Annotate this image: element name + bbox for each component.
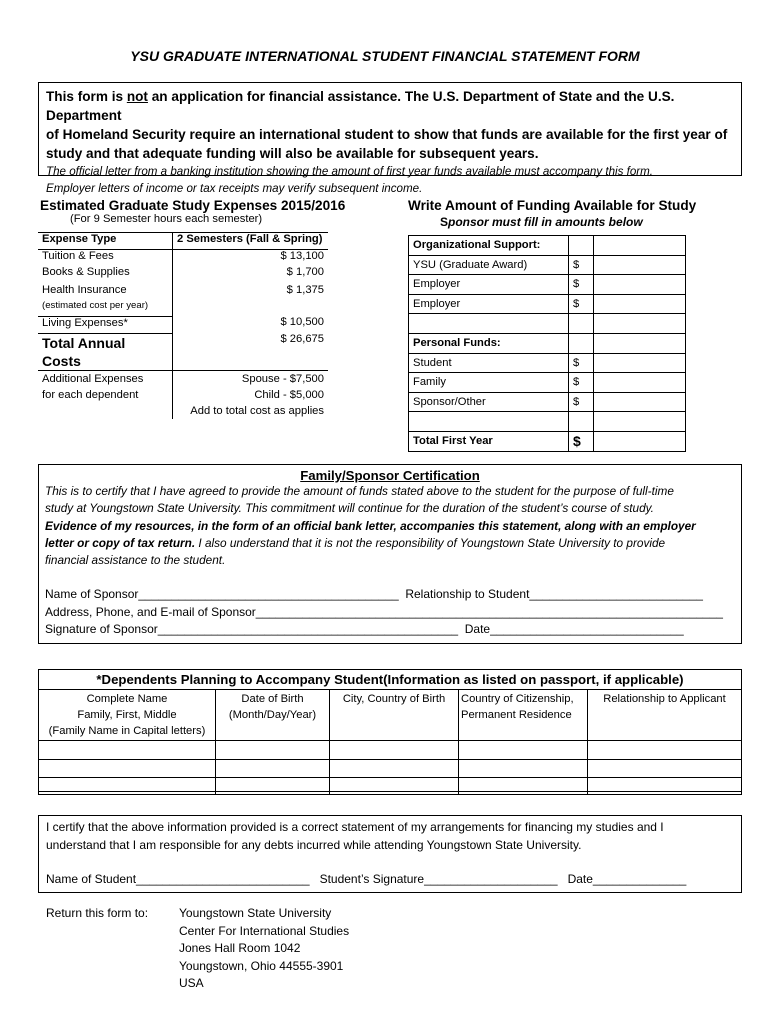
total-label-line-2: Costs — [42, 352, 81, 369]
total-label-line-1: Total Annual — [42, 334, 126, 351]
sponsor-cert-line: study at Youngstown State University. This commitment will continue for the duration of the student’s course of study. — [45, 501, 654, 516]
return-line: Youngstown, Ohio 44555-3901 — [179, 958, 344, 973]
sponsor-cert-line: Evidence of my resources, in the form of an official bank letter, accompanies this statement, along with an employer — [45, 518, 696, 533]
student-cert-line-2: understand that I am responsible for any debts incurred while attending Youngstown State University. — [46, 837, 582, 852]
dep-col-birthplace: City, Country of Birth — [330, 690, 459, 741]
funding-sub-rest: ponsor must fill in amounts below — [448, 215, 643, 229]
additional-line-2: for each dependent — [42, 388, 139, 401]
dep-cell[interactable] — [330, 760, 459, 778]
intro-line-3: study and that adequate funding will also be available for subsequent years. — [46, 146, 539, 161]
funding-table — [408, 235, 686, 452]
dep-cell[interactable] — [459, 760, 588, 778]
student-certification-box — [38, 815, 742, 893]
student-cert-line-1: I certify that the above information provided is a correct statement of my arrangements for financing my studies and I — [46, 820, 664, 834]
expenses-heading: Estimated Graduate Study Expenses 2015/2016 — [40, 198, 346, 213]
intro-line-2: of Homeland Security require an international student to show that funds are available for the first year of — [46, 127, 728, 142]
expense-amount: $ 10,500 — [173, 316, 329, 333]
family-amount[interactable] — [594, 373, 686, 393]
dep-col-dob-1: Date of Birth — [241, 693, 304, 705]
dep-col-relationship: Relationship to Applicant — [588, 690, 742, 741]
dep-cell[interactable] — [330, 741, 459, 760]
total-annual-amount: $ 26,675 — [173, 333, 329, 370]
sponsor-cert-line: This is to certify that I have agreed to provide the amount of funds stated above to the student for the purpose of full-time — [45, 484, 674, 498]
sponsor-cert-line: financial assistance to the student. — [45, 553, 226, 568]
spouse-expense: Spouse - $7,500 — [241, 372, 324, 385]
total-annual-label — [38, 333, 173, 370]
sponsor-cert-rest: I also understand that it is not the responsibility of Youngstown State University to provide — [195, 535, 666, 550]
org-row-label: Employer — [409, 294, 569, 314]
intro-line-1-pre: This form is — [46, 89, 127, 104]
sponsor-cert-line — [45, 535, 735, 552]
return-line: Youngstown State University — [179, 906, 332, 920]
dep-col-name — [39, 690, 216, 741]
personal-funds-header: Personal Funds: — [409, 333, 569, 353]
sponsor-name-field[interactable]: Name of Sponsor_______________________________________ Relationship to Student__________________________ — [45, 587, 703, 602]
expense-label: (estimated cost per year) — [42, 300, 149, 311]
return-label: Return this form to: — [46, 906, 149, 920]
dep-col-citizenship — [459, 690, 588, 741]
form-title: YSU GRADUATE INTERNATIONAL STUDENT FINANCIAL STATEMENT FORM — [130, 48, 640, 64]
personal-row-label: Sponsor/Other — [409, 392, 569, 412]
dep-cell[interactable] — [459, 741, 588, 760]
sponsor-address-field[interactable]: Address, Phone, and E-mail of Sponsor______________________________________________________________________ — [45, 604, 723, 619]
expenses-table — [38, 232, 328, 419]
student-sign-field[interactable]: Name of Student__________________________ Student’s Signature____________________ Date______________ — [46, 872, 687, 886]
dep-col-cit-1: Country of Citizenship, — [461, 693, 574, 705]
expense-amount: $ 1,375 — [173, 282, 329, 300]
dep-cell[interactable] — [588, 741, 742, 760]
expense-amount: $ 1,700 — [173, 266, 329, 282]
funding-subheading — [440, 215, 643, 229]
dep-cell[interactable] — [588, 778, 742, 795]
child-expense: Child - $5,000 — [254, 388, 324, 401]
dep-col-name-3: (Family Name in Capital letters) — [48, 725, 206, 737]
expense-label: Books & Supplies — [42, 266, 130, 278]
col-expense-type: Expense Type — [38, 233, 173, 250]
ysu-award-amount[interactable] — [594, 255, 686, 275]
return-address — [179, 905, 349, 993]
dep-cell[interactable] — [39, 741, 216, 760]
dep-col-name-1: Complete Name — [86, 693, 168, 705]
intro-note-2: Employer letters of income or tax receipts may verify subsequent income. — [46, 182, 423, 195]
dep-cell[interactable] — [39, 760, 216, 778]
org-row-currency: $ — [569, 255, 594, 275]
dep-col-dob — [216, 690, 330, 741]
student-amount[interactable] — [594, 353, 686, 373]
dep-cell[interactable] — [216, 741, 330, 760]
employer-1-amount[interactable] — [594, 275, 686, 295]
col-two-semesters: 2 Semesters (Fall & Spring) — [173, 233, 329, 250]
personal-row-currency: $ — [569, 392, 594, 412]
sponsor-signature-field[interactable]: Signature of Sponsor_____________________________________________ Date_____________________________ — [45, 622, 684, 637]
funding-heading: Write Amount of Funding Available for Study — [408, 198, 697, 213]
sponsor-cert-heading: Family/Sponsor Certification — [300, 468, 480, 483]
intro-line-1-post: an application for financial assistance. The U.S. Department of State and the U.S. Department — [46, 89, 675, 123]
expense-label: Tuition & Fees — [42, 250, 114, 262]
dep-col-dob-2: (Month/Day/Year) — [228, 709, 317, 721]
personal-row-currency: $ — [569, 373, 594, 393]
total-first-year-label: Total First Year — [409, 431, 569, 451]
intro-box — [38, 82, 742, 195]
total-currency: $ — [569, 431, 594, 451]
expense-label: Living Expenses* — [38, 316, 173, 333]
dep-col-name-2: Family, First, Middle — [77, 709, 177, 721]
personal-row-label: Family — [409, 373, 569, 393]
intro-not-word: not — [126, 89, 148, 104]
employer-2-amount[interactable] — [594, 294, 686, 314]
expenses-subheading: (For 9 Semester hours each semester) — [70, 213, 263, 225]
additional-expenses-values — [173, 370, 329, 419]
dependents-heading: *Dependents Planning to Accompany Student(Information as listed on passport, if applicable) — [96, 672, 684, 687]
sponsor-certification-box — [38, 464, 742, 644]
add-note: Add to total cost as applies — [190, 404, 324, 417]
org-row-label: Employer — [409, 275, 569, 295]
personal-row-label: Student — [409, 353, 569, 373]
intro-line-1 — [46, 87, 734, 125]
dep-col-cit-2: Permanent Residence — [461, 709, 572, 721]
return-line: USA — [179, 976, 204, 991]
dep-cell[interactable] — [459, 778, 588, 795]
expense-amount — [173, 300, 329, 316]
sponsor-other-amount[interactable] — [594, 392, 686, 412]
dep-cell[interactable] — [330, 778, 459, 795]
dep-cell[interactable] — [39, 778, 216, 795]
sponsor-cert-bold: letter or copy of tax return. — [45, 535, 196, 550]
return-line: Center For International Studies — [179, 923, 350, 938]
dependents-box — [38, 669, 742, 792]
personal-row-currency: $ — [569, 353, 594, 373]
org-row-label: YSU (Graduate Award) — [409, 255, 569, 275]
dep-cell[interactable] — [216, 778, 330, 795]
additional-expenses-label — [38, 370, 173, 419]
org-row-currency: $ — [569, 275, 594, 295]
total-first-year-amount[interactable] — [594, 431, 686, 451]
org-support-header: Organizational Support: — [409, 236, 569, 256]
intro-note-1: The official letter from a banking institution showing the amount of first year funds available must accompany this form. — [46, 165, 654, 178]
expense-label: Health Insurance — [42, 284, 127, 296]
funding-sub-s: S — [440, 215, 449, 229]
expense-amount: $ 13,100 — [173, 250, 329, 267]
org-row-currency: $ — [569, 294, 594, 314]
dep-cell[interactable] — [588, 760, 742, 778]
additional-line-1: Additional Expenses — [42, 372, 144, 385]
return-line: Jones Hall Room 1042 — [179, 941, 301, 956]
dep-cell[interactable] — [216, 760, 330, 778]
dependents-table — [38, 689, 742, 795]
